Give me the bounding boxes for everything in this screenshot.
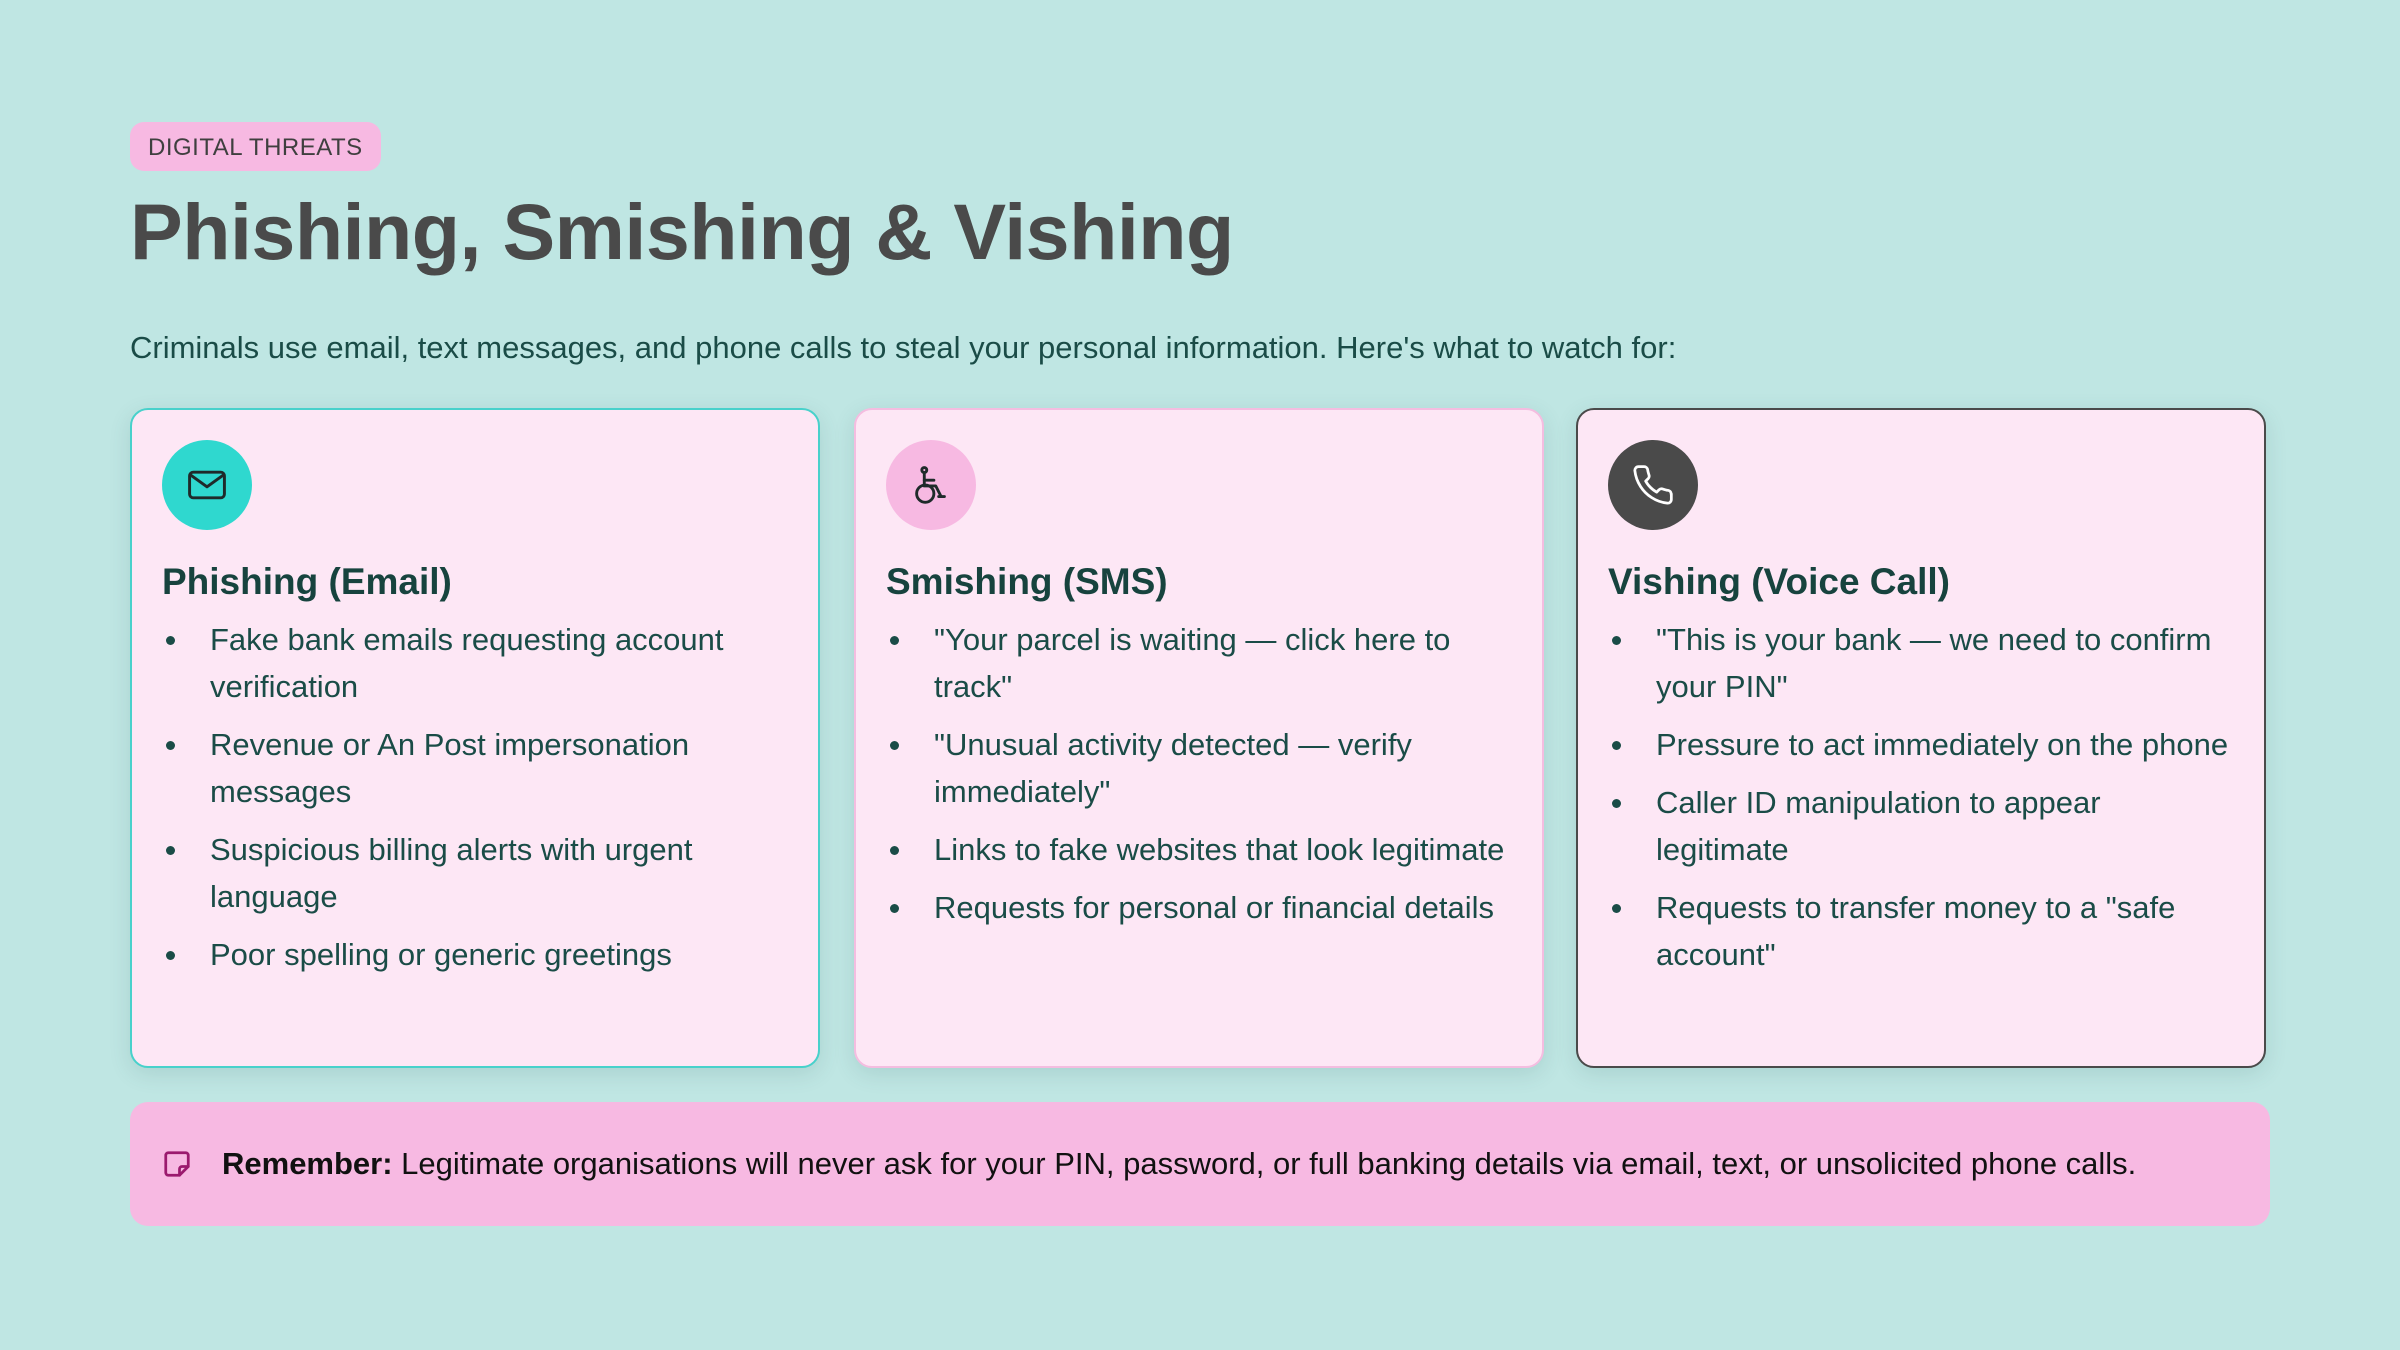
card-points: [886, 616, 1512, 931]
card-points: [162, 616, 788, 978]
list-item: Caller ID manipulation to appear legitimate: [1608, 779, 2234, 873]
list-item: Links to fake websites that look legitimate: [886, 826, 1512, 873]
list-item: Fake bank emails requesting account verification: [162, 616, 788, 710]
threat-cards: [130, 408, 2270, 1068]
wheelchair-icon: [886, 440, 976, 530]
card-vishing: [1576, 408, 2266, 1068]
sticky-note-icon: [162, 1148, 194, 1180]
reminder-label: Remember:: [222, 1145, 393, 1181]
list-item: Requests to transfer money to a "safe account": [1608, 884, 2234, 978]
list-item: Pressure to act immediately on the phone: [1608, 721, 2234, 768]
slide: [130, 122, 2270, 1181]
list-item: Suspicious billing alerts with urgent language: [162, 826, 788, 920]
phone-icon: [1608, 440, 1698, 530]
reminder-banner: [130, 1102, 2270, 1226]
list-item: Poor spelling or generic greetings: [162, 931, 788, 978]
card-phishing: [130, 408, 820, 1068]
list-item: "This is your bank — we need to confirm your PIN": [1608, 616, 2234, 710]
intro-text: Criminals use email, text messages, and phone calls to steal your personal information. Here's what to watch for:: [130, 329, 1677, 365]
card-smishing: [854, 408, 1544, 1068]
card-title: Vishing (Voice Call): [1608, 561, 1950, 602]
category-tag: DIGITAL THREATS: [130, 122, 381, 171]
reminder-text: [222, 1144, 2136, 1184]
envelope-icon: [162, 440, 252, 530]
card-title: Phishing (Email): [162, 561, 452, 602]
list-item: Revenue or An Post impersonation messages: [162, 721, 788, 815]
list-item: "Unusual activity detected — verify immediately": [886, 721, 1512, 815]
reminder-body: Legitimate organisations will never ask for your PIN, password, or full banking details via email, text, or unsolicited phone calls.: [392, 1145, 2137, 1181]
card-points: [1608, 616, 2234, 978]
page-title: Phishing, Smishing & Vishing: [130, 187, 1234, 276]
list-item: Requests for personal or financial details: [886, 884, 1512, 931]
card-title: Smishing (SMS): [886, 561, 1168, 602]
list-item: "Your parcel is waiting — click here to track": [886, 616, 1512, 710]
